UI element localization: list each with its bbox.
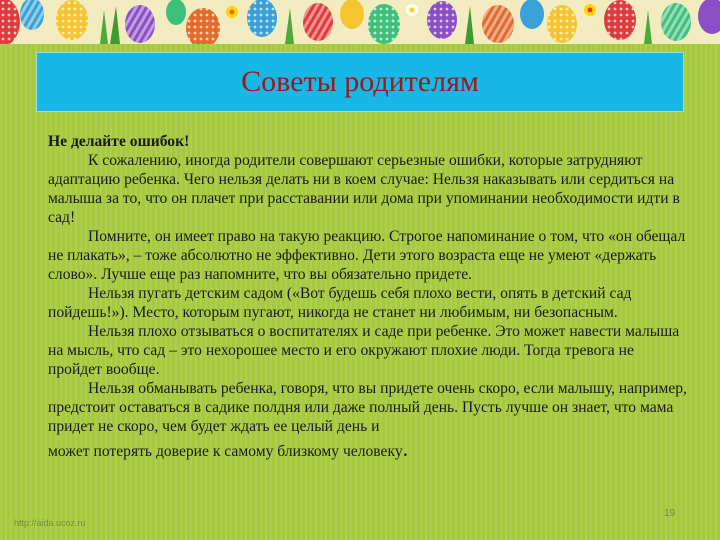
slide-content — [48, 132, 688, 461]
easter-eggs-illustration — [0, 0, 720, 44]
decorative-border — [0, 0, 720, 44]
last-line-end: . — [402, 436, 409, 461]
footer-url: http://aida.ucoz.ru — [14, 518, 86, 528]
last-line-text: может потерять доверие к самому близкому человеку — [48, 443, 403, 460]
paragraph-2: Помните, он имеет право на такую реакцию. Строгое напоминание о том, что «он обещал не плакать», – тоже абсолютно не эффективно. Дети этого возраста еще не умеют «держать слово». Лучше еще раз напомните, что вы обязательно придете. — [48, 228, 686, 283]
paragraph-5-last-line — [48, 436, 688, 461]
content-heading: Не делайте ошибок! — [48, 133, 190, 150]
slide-title: Советы родителям — [241, 65, 479, 98]
title-box — [36, 52, 684, 112]
paragraph-3: Нельзя пугать детским садом («Вот будешь себя плохо вести, опять в детский сад пойдешь!»). Место, которым пугают, никогда не станет ни любимым, ни безопасным. — [48, 285, 632, 321]
paragraph-4: Нельзя плохо отзываться о воспитателях и саде при ребенке. Это может навести малыша на мысль, что сад – это нехорошее место и его окружают плохие люди. Тогда тревога не пройдет вообще. — [48, 323, 680, 378]
paragraph-1: К сожалению, иногда родители совершают серьезные ошибки, которые затрудняют адаптацию ребенка. Чего нельзя делать ни в коем случае: Нельзя наказывать или сердиться на малыша за то, что он плачет при расставании или дома при упоминании необходимости идти в сад! — [48, 152, 680, 226]
paragraph-5: Нельзя обманывать ребенка, говоря, что вы придете очень скоро, если малышу, например, предстоит оставаться в садике полдня или даже полный день. Пусть лучше он знает, что мама придет не скоро, чем будет ждать ее целый день и — [48, 380, 687, 435]
page-number: 19 — [664, 508, 676, 519]
